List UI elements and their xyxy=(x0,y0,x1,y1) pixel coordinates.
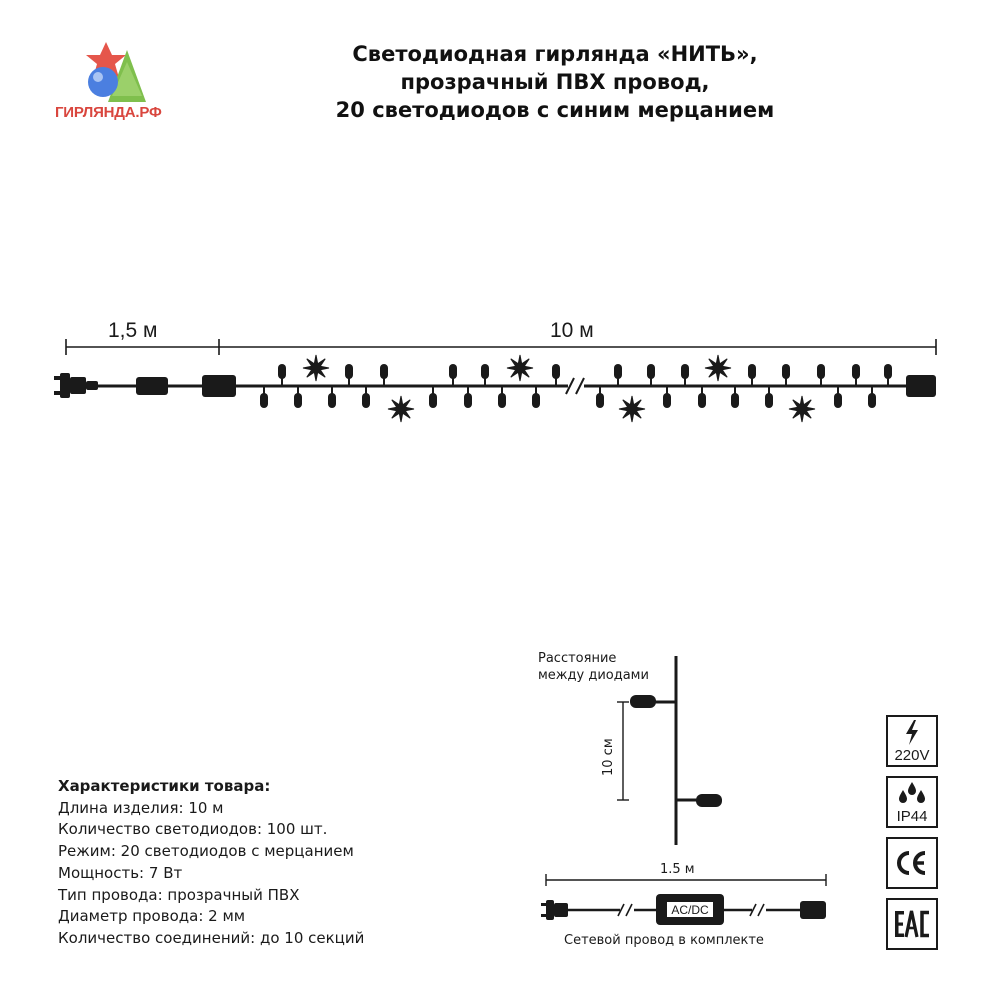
title-line-2: прозрачный ПВХ провод, xyxy=(400,70,710,94)
water-drops-icon xyxy=(888,778,936,808)
title-line-1: Светодиодная гирлянда «НИТЬ», xyxy=(352,42,758,66)
led-bulb xyxy=(698,393,706,408)
spec-line: Режим: 20 светодиодов с мерцанием xyxy=(58,842,354,861)
eac-badge xyxy=(886,898,938,950)
flicker-led-star xyxy=(619,396,645,422)
specs-heading: Характеристики товара: xyxy=(58,777,271,795)
spec-line: Тип провода: прозрачный ПВХ xyxy=(58,885,300,904)
spacing-label-line-2: между диодами xyxy=(538,668,649,683)
led-bulb xyxy=(834,393,842,408)
cable-segment xyxy=(136,377,168,395)
led-bulb xyxy=(345,364,353,379)
led-bulb xyxy=(464,393,472,408)
spec-line: Длина изделия: 10 м xyxy=(58,798,224,817)
garland-length-label: 10 м xyxy=(550,319,594,342)
led-bulb xyxy=(278,364,286,379)
led-bulb xyxy=(782,364,790,379)
voltage-text: 220V xyxy=(894,747,930,764)
specs-block xyxy=(58,776,364,950)
ce-badge xyxy=(886,837,938,889)
led-bulb xyxy=(596,393,604,408)
led-bulb xyxy=(681,364,689,379)
spec-line: Количество светодиодов: 100 шт. xyxy=(58,820,328,839)
lightning-icon xyxy=(888,717,936,747)
led-bulb xyxy=(481,364,489,379)
spec-line: Количество соединений: до 10 секций xyxy=(58,928,365,947)
flicker-led-star xyxy=(303,355,329,381)
voltage-badge xyxy=(886,715,938,767)
led-bulb xyxy=(380,364,388,379)
spacing-value: 10 см xyxy=(601,738,616,776)
cable-length-label: 1,5 м xyxy=(108,319,158,342)
connector-left xyxy=(202,375,236,397)
led-bulb xyxy=(328,393,336,408)
logo-text: ГИРЛЯНДА.РФ xyxy=(55,104,162,121)
led-bulb xyxy=(884,364,892,379)
spacing-label-line-1: Расстояние xyxy=(538,651,617,666)
flicker-led-star xyxy=(507,355,533,381)
led-bulb xyxy=(852,364,860,379)
led-bulb xyxy=(552,364,560,379)
led-bulb xyxy=(532,393,540,408)
led-bulb xyxy=(765,393,773,408)
led-bulb xyxy=(663,393,671,408)
power-cord-length: 1.5 м xyxy=(660,862,695,877)
adapter-label: AC/DC xyxy=(671,903,709,917)
spacing-label xyxy=(538,650,649,684)
led-bulb xyxy=(260,393,268,408)
led-bulb xyxy=(429,393,437,408)
flicker-led-star xyxy=(388,396,414,422)
led-bulb xyxy=(868,393,876,408)
eac-mark-icon xyxy=(888,900,936,948)
title-line-3: 20 светодиодов с синим мерцанием xyxy=(335,98,775,122)
led-bulb xyxy=(498,393,506,408)
protection-badge xyxy=(886,776,938,828)
spec-line: Диаметр провода: 2 мм xyxy=(58,907,246,926)
led-bulb xyxy=(294,393,302,408)
flicker-led-star xyxy=(705,355,731,381)
led-bulb xyxy=(647,364,655,379)
led-bulb xyxy=(817,364,825,379)
power-cord-caption: Сетевой провод в комплекте xyxy=(564,933,764,948)
led-bulb xyxy=(449,364,457,379)
protection-text: IP44 xyxy=(896,808,928,825)
plug-left xyxy=(54,373,98,398)
led-bulb xyxy=(362,393,370,408)
led-bulb xyxy=(731,393,739,408)
spec-line: Мощность: 7 Вт xyxy=(58,863,183,882)
led-bulb xyxy=(614,364,622,379)
connector-right xyxy=(906,375,936,397)
led-bulb xyxy=(748,364,756,379)
flicker-led-star xyxy=(789,396,815,422)
ce-mark-icon xyxy=(888,839,936,887)
